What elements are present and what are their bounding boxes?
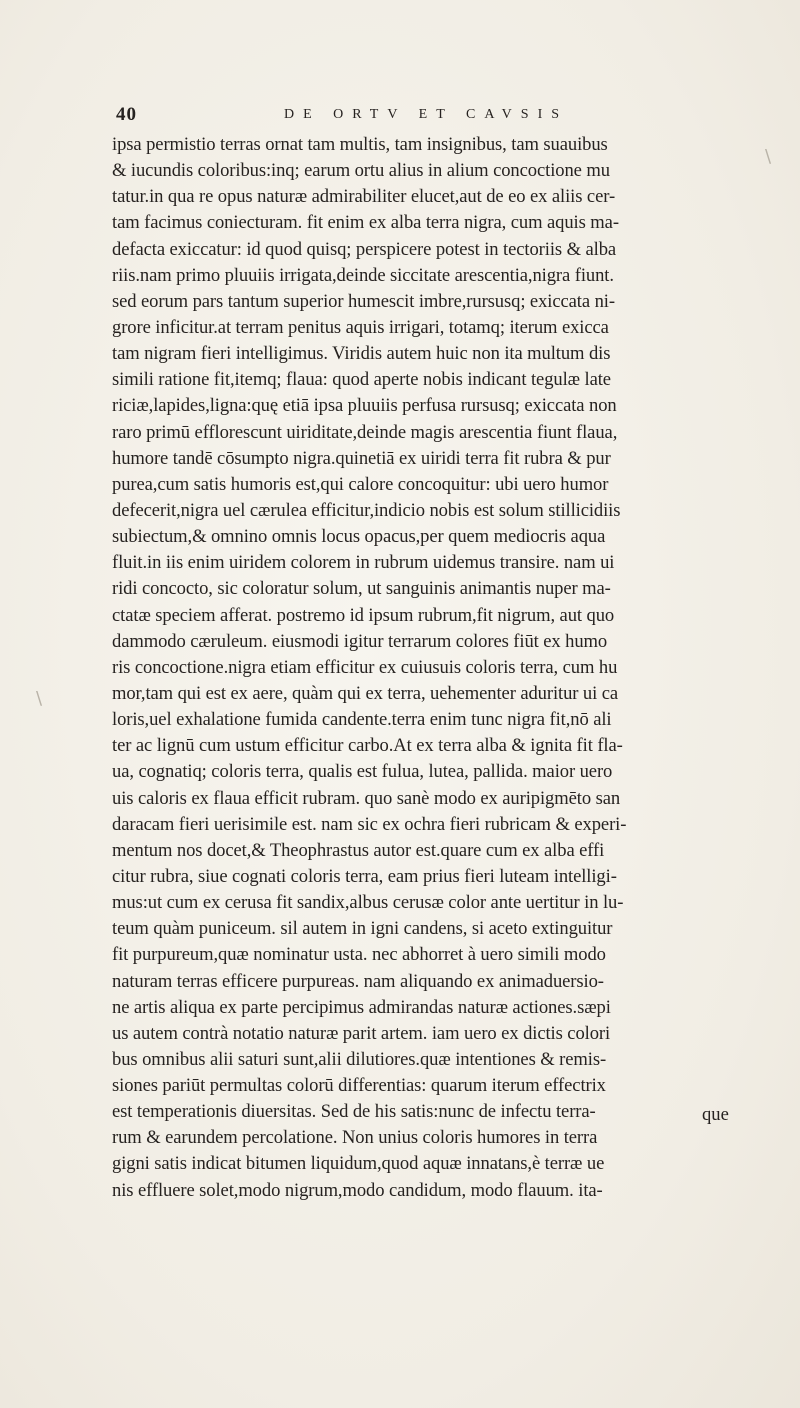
text-line: nis effluere solet,modo nigrum,modo candidum, modo flauum. ita- bbox=[112, 1179, 603, 1201]
text-line: ris concoctione.nigra etiam efficitur ex cuiusuis coloris terra, cum hu bbox=[112, 656, 618, 678]
running-head: DE ORTV ET CAVSIS bbox=[284, 107, 569, 122]
text-line: simili ratione fit,itemq; flaua: quod aperte nobis indicant tegulæ late bbox=[112, 369, 611, 391]
text-line: mentum nos docet,& Theophrastus autor est.quare cum ex alba effi bbox=[112, 839, 605, 861]
text-line: tam nigram fieri intelligimus. Viridis autem huic non ita multum dis bbox=[112, 343, 611, 365]
text-line: rum & earundem percolatione. Non unius coloris humores in terra bbox=[112, 1127, 598, 1149]
text-line: fit purpureum,quæ nominatur usta. nec abhorret à uero simili modo bbox=[112, 944, 606, 966]
text-line: est temperationis diuersitas. Sed de his satis:nunc de infectu terra- bbox=[112, 1101, 596, 1123]
catchword: que bbox=[702, 1104, 729, 1125]
text-line: loris,uel exhalatione fumida candente.terra enim tunc nigra fit,nō ali bbox=[112, 709, 612, 731]
margin-mark: \ bbox=[36, 688, 43, 709]
text-line: fluit.in iis enim uiridem colorem in rubrum uidemus transire. nam ui bbox=[112, 552, 615, 574]
text-line: mus:ut cum ex cerusa fit sandix,albus cerusæ color ante uertitur in lu- bbox=[112, 892, 624, 914]
text-line: teum quàm puniceum. sil autem in igni candens, si aceto extinguitur bbox=[112, 918, 613, 940]
text-line: subiectum,& omnino omnis locus opacus,per quem mediocris aqua bbox=[112, 526, 606, 548]
text-line: riciæ,lapides,ligna:quę etiā ipsa pluuiis perfusa rursusq; exiccata non bbox=[112, 395, 617, 417]
text-line: bus omnibus alii saturi sunt,alii dilutiores.quæ intentiones & remis- bbox=[112, 1048, 607, 1070]
text-line: ne artis aliqua ex parte percipimus admirandas naturæ actiones.sæpi bbox=[112, 996, 611, 1018]
text-line: mor,tam qui est ex aere, quàm qui ex terra, uehementer aduritur ui ca bbox=[112, 682, 619, 704]
text-line: naturam terras efficere purpureas. nam aliquando ex animaduersio- bbox=[112, 970, 604, 992]
text-line: defacta exiccatur: id quod quisq; perspicere potest in tectoriis & alba bbox=[112, 238, 617, 260]
text-line: uis caloris ex flaua efficit rubram. quo sanè modo ex auripigmēto san bbox=[112, 787, 621, 809]
text-line: grore inficitur.at terram penitus aquis irrigari, totamq; iterum exicca bbox=[112, 316, 609, 338]
text-line: tatur.in qua re opus naturæ admirabiliter elucet,aut de eo ex aliis cer- bbox=[112, 186, 616, 208]
text-line: ctatæ speciem afferat. postremo id ipsum rubrum,fit nigrum, aut quo bbox=[112, 604, 615, 626]
text-line: us autem contrà notatio naturæ parit artem. iam uero ex dictis colori bbox=[112, 1022, 611, 1044]
text-line: gigni satis indicat bitumen liquidum,quod aquæ innatans,è terræ ue bbox=[112, 1153, 605, 1175]
text-line: ridi concocto, sic coloratur solum, ut sanguinis animantis nuper ma- bbox=[112, 578, 611, 600]
margin-mark: \ bbox=[765, 146, 772, 167]
text-line: purea,cum satis humoris est,qui calore concoquitur: ubi uero humor bbox=[112, 473, 609, 495]
text-line: ter ac lignū cum ustum efficitur carbo.At ex terra alba & ignita fit fla- bbox=[112, 735, 623, 757]
text-line: citur rubra, siue cognati coloris terra, eam prius fieri luteam intelligi- bbox=[112, 865, 617, 887]
text-line: defecerit,nigra uel cærulea efficitur,indicio nobis est solum stillicidiis bbox=[112, 499, 621, 521]
text-line: & iucundis coloribus:inq; earum ortu alius in alium concoctione mu bbox=[112, 160, 610, 182]
text-line: daracam fieri uerisimile est. nam sic ex ochra fieri rubricam & experi- bbox=[112, 813, 627, 835]
text-line: sed eorum pars tantum superior humescit imbre,rursusq; exiccata ni- bbox=[112, 290, 615, 312]
text-line: humore tandē cōsumpto nigra.quinetiā ex uiridi terra fit rubra & pur bbox=[112, 447, 611, 469]
page-header bbox=[116, 104, 676, 130]
body-text bbox=[112, 132, 772, 1204]
text-line: riis.nam primo pluuiis irrigata,deinde siccitate arescentia,nigra fiunt. bbox=[112, 264, 614, 286]
text-line: siones pariūt permultas colorū differentias: quarum iterum effectrix bbox=[112, 1075, 606, 1097]
text-line: raro primū efflorescunt uiriditate,deinde magis arescentia fiunt flaua, bbox=[112, 421, 618, 443]
page-number: 40 bbox=[116, 104, 137, 125]
text-line: dammodo cæruleum. eiusmodi igitur terrarum colores fiūt ex humo bbox=[112, 630, 608, 652]
text-line: ua, cognatiq; coloris terra, qualis est fulua, lutea, pallida. maior uero bbox=[112, 761, 613, 783]
text-line: ipsa permistio terras ornat tam multis, tam insignibus, tam suauibus bbox=[112, 134, 608, 155]
text-line: tam facimus coniecturam. fit enim ex alba terra nigra, cum aquis ma- bbox=[112, 212, 619, 234]
